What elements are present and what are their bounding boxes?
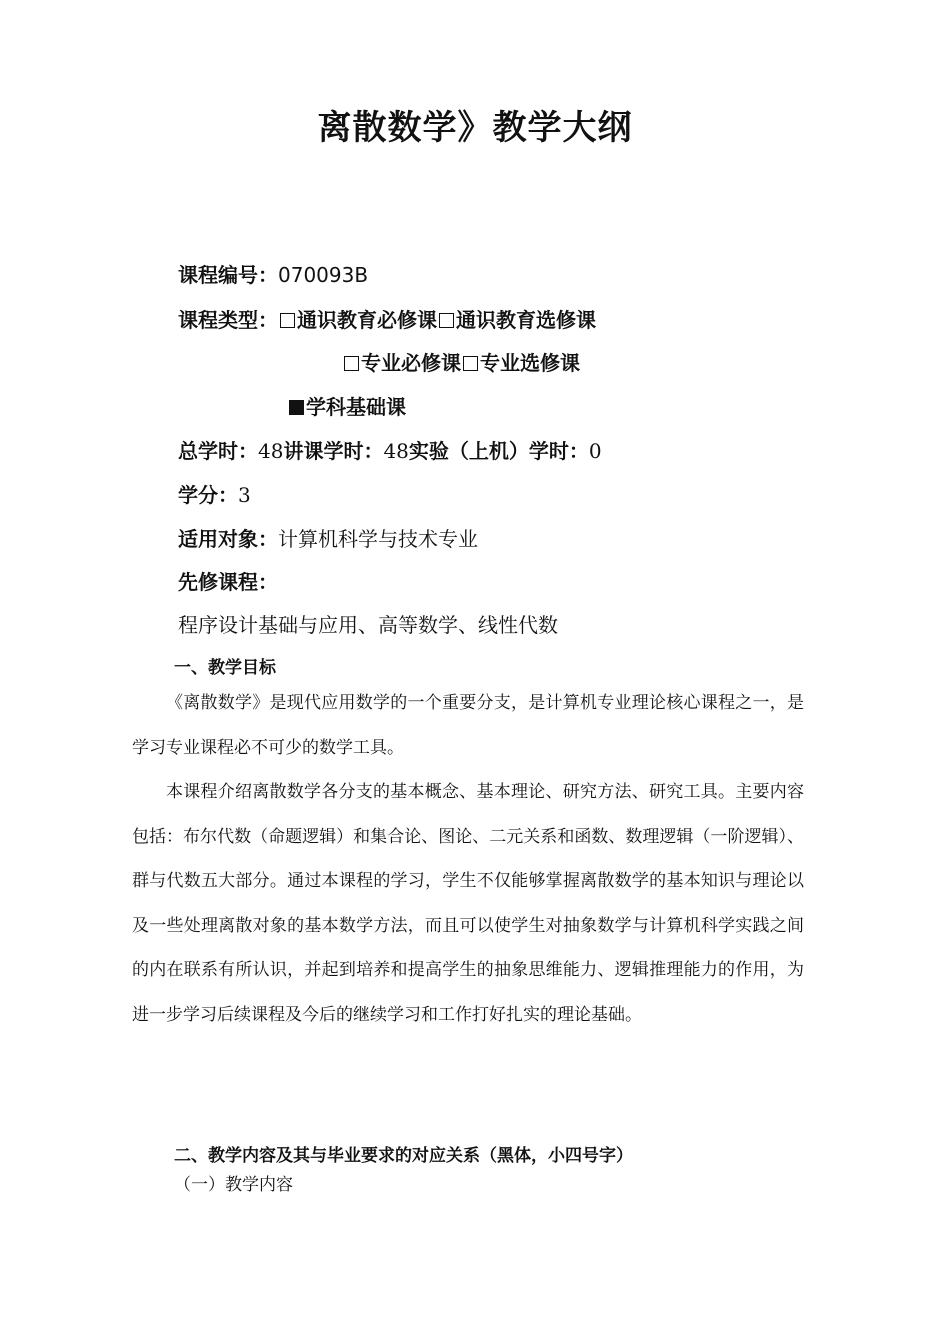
checkbox-general-required	[280, 313, 295, 328]
checkbox-major-required	[344, 356, 359, 371]
option-major-elective: 专业选修课	[480, 351, 580, 375]
section-2-subheading: （一）教学内容	[174, 1175, 293, 1195]
checkbox-general-elective	[439, 313, 454, 328]
lab-hours-value: 0	[588, 439, 602, 463]
prerequisites-value: 程序设计基础与应用、高等数学、线性代数	[178, 613, 558, 637]
course-type-row	[178, 304, 596, 333]
prerequisites-value-row	[178, 609, 558, 638]
course-type-row-2	[342, 347, 580, 376]
course-code-value: 070093B	[278, 263, 369, 287]
credits-label: 学分：	[178, 483, 238, 507]
checkbox-discipline-foundation	[289, 400, 304, 415]
hours-row	[178, 435, 602, 464]
prerequisites-label: 先修课程：	[178, 570, 278, 594]
lecture-hours-value: 48	[383, 439, 409, 463]
option-discipline-foundation: 学科基础课	[306, 395, 406, 419]
prerequisites-row	[178, 566, 278, 595]
section-1-paragraph-1: 《离散数学》是现代应用数学的一个重要分支，是计算机专业理论核心课程之一，是学习专业课程必不可少的数学工具。	[132, 693, 804, 758]
section-1-heading: 一、教学目标	[174, 658, 276, 678]
lecture-hours-label: 讲课学时：	[283, 439, 384, 463]
credits-row	[178, 479, 251, 508]
course-code-row	[178, 259, 368, 288]
section-2-heading: 二、教学内容及其与毕业要求的对应关系（黑体，小四号字）	[174, 1146, 633, 1166]
audience-row	[178, 523, 478, 552]
section-1-paragraph-2: 本课程介绍离散数学各分支的基本概念、基本理论、研究方法、研究工具。主要内容包括：布尔代数（命题逻辑）和集合论、图论、二元关系和函数、数理逻辑（一阶逻辑）、群与代数五大部分。通过本课程的学习，学生不仅能够掌握离散数学的基本知识与理论以及一些处理离散对象的基本数学方法，而且可以使学生对抽象数学与计算机科学实践之间的内在联系有所认识，并起到培养和提高学生的抽象思维能力、逻辑推理能力的作用，为进一步学习后续课程及今后的继续学习和工作打好扎实的理论基础。	[132, 782, 804, 1025]
total-hours-label: 总学时：	[178, 439, 258, 463]
audience-label: 适用对象：	[178, 527, 278, 551]
course-type-row-3	[287, 391, 406, 420]
credits-value: 3	[238, 483, 251, 507]
course-type-label: 课程类型：	[178, 308, 278, 332]
course-code-label: 课程编号：	[178, 263, 278, 287]
audience-value: 计算机科学与技术专业	[278, 527, 478, 551]
total-hours-value: 48	[258, 439, 284, 463]
option-general-required: 通识教育必修课	[297, 308, 437, 332]
option-major-required: 专业必修课	[361, 351, 461, 375]
document-title: 离散数学》教学大纲	[317, 108, 633, 148]
checkbox-major-elective	[463, 356, 478, 371]
lab-hours-label: 实验（上机）学时：	[408, 439, 589, 463]
option-general-elective: 通识教育选修课	[456, 308, 596, 332]
